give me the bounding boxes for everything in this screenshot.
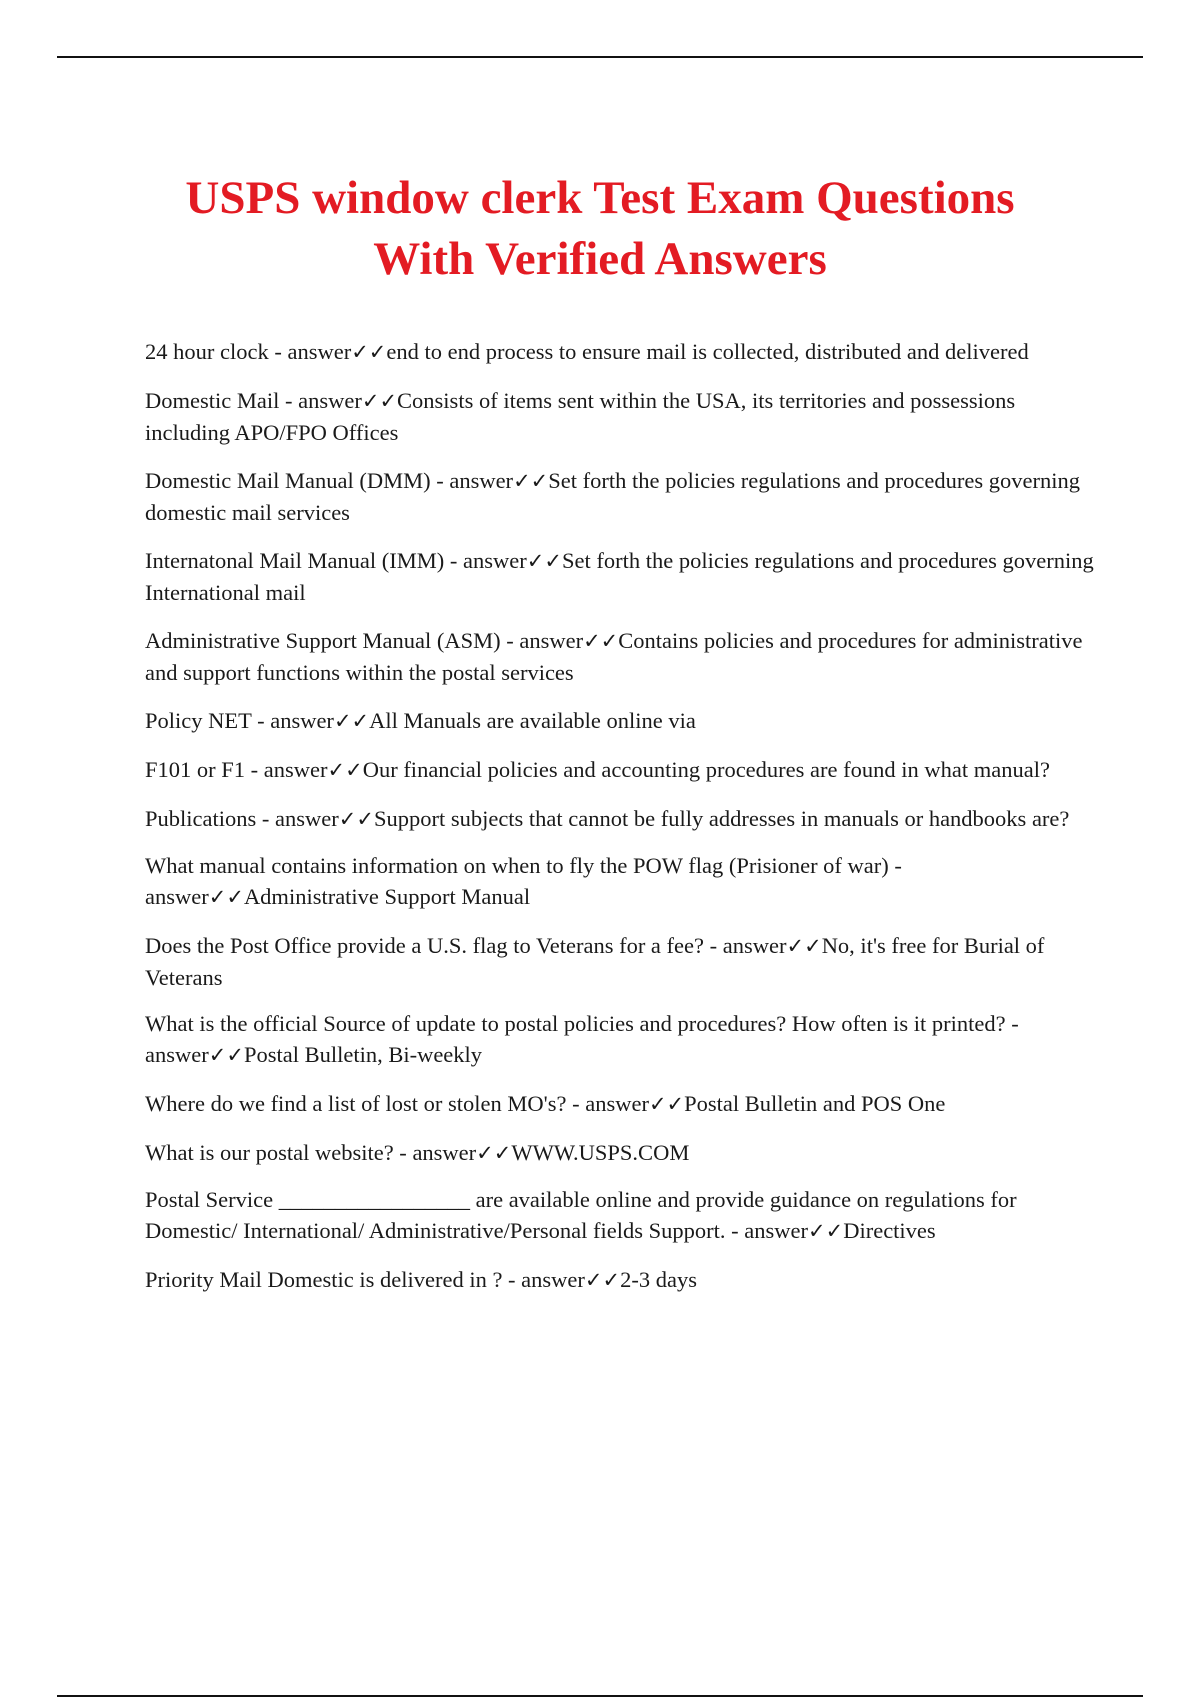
- check-marks-icon: ✓✓: [333, 709, 370, 733]
- qa-prompt: Postal Service _________________ are available online and provide guidance on regulations for Domestic/ International/ Administrative/Personal fields Support. -: [145, 1187, 1017, 1243]
- check-marks-icon: ✓✓: [513, 469, 549, 493]
- check-marks-icon: ✓✓: [327, 758, 363, 782]
- qa-answer: 2-3 days: [620, 1267, 697, 1292]
- check-marks-icon: ✓✓: [208, 885, 244, 909]
- check-marks-icon: ✓✓: [526, 549, 562, 573]
- qa-item: [145, 1264, 1095, 1296]
- answer-marker: answer: [263, 757, 328, 782]
- check-marks-icon: ✓✓: [476, 1141, 512, 1165]
- qa-prompt: Where do we find a list of lost or stolen MO's? -: [145, 1091, 586, 1116]
- qa-prompt: Domestic Mail -: [145, 388, 299, 413]
- answer-marker: answer: [722, 933, 787, 958]
- qa-answer: Directives: [843, 1218, 936, 1243]
- qa-answer: Postal Bulletin and POS One: [684, 1091, 946, 1116]
- qa-prompt: Administrative Support Manual (ASM) -: [145, 628, 520, 653]
- qa-answer: Set forth the policies regulations and procedures governing domestic mail services: [145, 468, 1080, 525]
- answer-marker: answer: [412, 1140, 477, 1165]
- qa-list: [145, 336, 1095, 1296]
- qa-prompt: Does the Post Office provide a U.S. flag to Veterans for a fee? -: [145, 933, 723, 958]
- qa-answer: Support subjects that cannot be fully addresses in manuals or handbooks are?: [373, 806, 1070, 831]
- check-marks-icon: ✓✓: [648, 1092, 685, 1116]
- check-marks-icon: ✓✓: [584, 1268, 621, 1292]
- qa-prompt: 24 hour clock -: [145, 339, 288, 364]
- answer-marker: answer: [287, 339, 352, 364]
- qa-prompt: Priority Mail Domestic is delivered in ? -: [145, 1267, 522, 1292]
- qa-prompt: F101 or F1 -: [145, 757, 264, 782]
- qa-answer: No, it's free for Burial of Veterans: [145, 933, 1045, 990]
- qa-item: [145, 1088, 1095, 1120]
- answer-marker: answer: [744, 1218, 809, 1243]
- title-line-2: With Verified Answers: [373, 233, 827, 285]
- qa-item: [145, 754, 1095, 786]
- qa-prompt: Policy NET -: [145, 708, 271, 733]
- qa-item: [145, 930, 1095, 993]
- qa-item: [145, 385, 1095, 448]
- qa-answer: Administrative Support Manual: [243, 884, 531, 909]
- qa-answer: Our financial policies and accounting procedures are found in what manual?: [362, 757, 1050, 782]
- qa-prompt: What is our postal website? -: [145, 1140, 413, 1165]
- qa-item: [145, 1008, 1095, 1071]
- qa-answer: WWW.USPS.COM: [511, 1140, 690, 1165]
- qa-item: [145, 1137, 1095, 1169]
- answer-marker: answer: [275, 806, 339, 831]
- answer-marker: answer: [521, 1267, 585, 1292]
- qa-prompt: What is the official Source of update to postal policies and procedures? How often is it printed? -: [145, 1011, 1019, 1036]
- qa-prompt: Publications -: [145, 806, 275, 831]
- answer-marker: answer: [519, 628, 584, 653]
- title-line-1: USPS window clerk Test Exam Questions: [185, 172, 1015, 224]
- qa-prompt: What manual contains information on when to fly the POW flag (Prisioner of war) -: [145, 853, 902, 878]
- qa-answer: Postal Bulletin, Bi-weekly: [243, 1042, 483, 1067]
- qa-prompt: Domestic Mail Manual (DMM) -: [145, 468, 450, 493]
- check-marks-icon: ✓✓: [351, 340, 387, 364]
- qa-answer: Contains policies and procedures for administrative and support functions within the postal services: [145, 628, 1083, 685]
- answer-marker: answer: [585, 1091, 649, 1116]
- answer-marker: answer: [270, 708, 334, 733]
- answer-marker: answer: [145, 884, 209, 909]
- qa-prompt: Internatonal Mail Manual (IMM) -: [145, 548, 464, 573]
- qa-item: [145, 1184, 1095, 1247]
- check-marks-icon: ✓✓: [786, 934, 822, 958]
- check-marks-icon: ✓✓: [208, 1043, 244, 1067]
- check-marks-icon: ✓✓: [583, 629, 619, 653]
- qa-answer: Consists of items sent within the USA, its territories and possessions including APO/FPO Offices: [145, 388, 1016, 445]
- answer-marker: answer: [449, 468, 514, 493]
- qa-item: [145, 465, 1095, 528]
- qa-answer: end to end process to ensure mail is collected, distributed and delivered: [386, 339, 1029, 364]
- check-marks-icon: ✓✓: [338, 807, 374, 831]
- qa-item: [145, 336, 1095, 368]
- answer-marker: answer: [298, 388, 362, 413]
- bottom-rule: [57, 1695, 1143, 1697]
- check-marks-icon: ✓✓: [361, 389, 398, 413]
- qa-item: [145, 545, 1095, 608]
- answer-marker: answer: [463, 548, 527, 573]
- qa-answer: All Manuals are available online via: [369, 708, 696, 733]
- top-rule: [57, 56, 1143, 58]
- qa-item: [145, 850, 1095, 913]
- check-marks-icon: ✓✓: [808, 1219, 844, 1243]
- qa-item: [145, 705, 1095, 737]
- qa-answer: Set forth the policies regulations and procedures governing International mail: [145, 548, 1094, 605]
- answer-marker: answer: [145, 1042, 209, 1067]
- qa-item: [145, 803, 1095, 835]
- page-title: [100, 168, 1100, 290]
- qa-item: [145, 625, 1095, 688]
